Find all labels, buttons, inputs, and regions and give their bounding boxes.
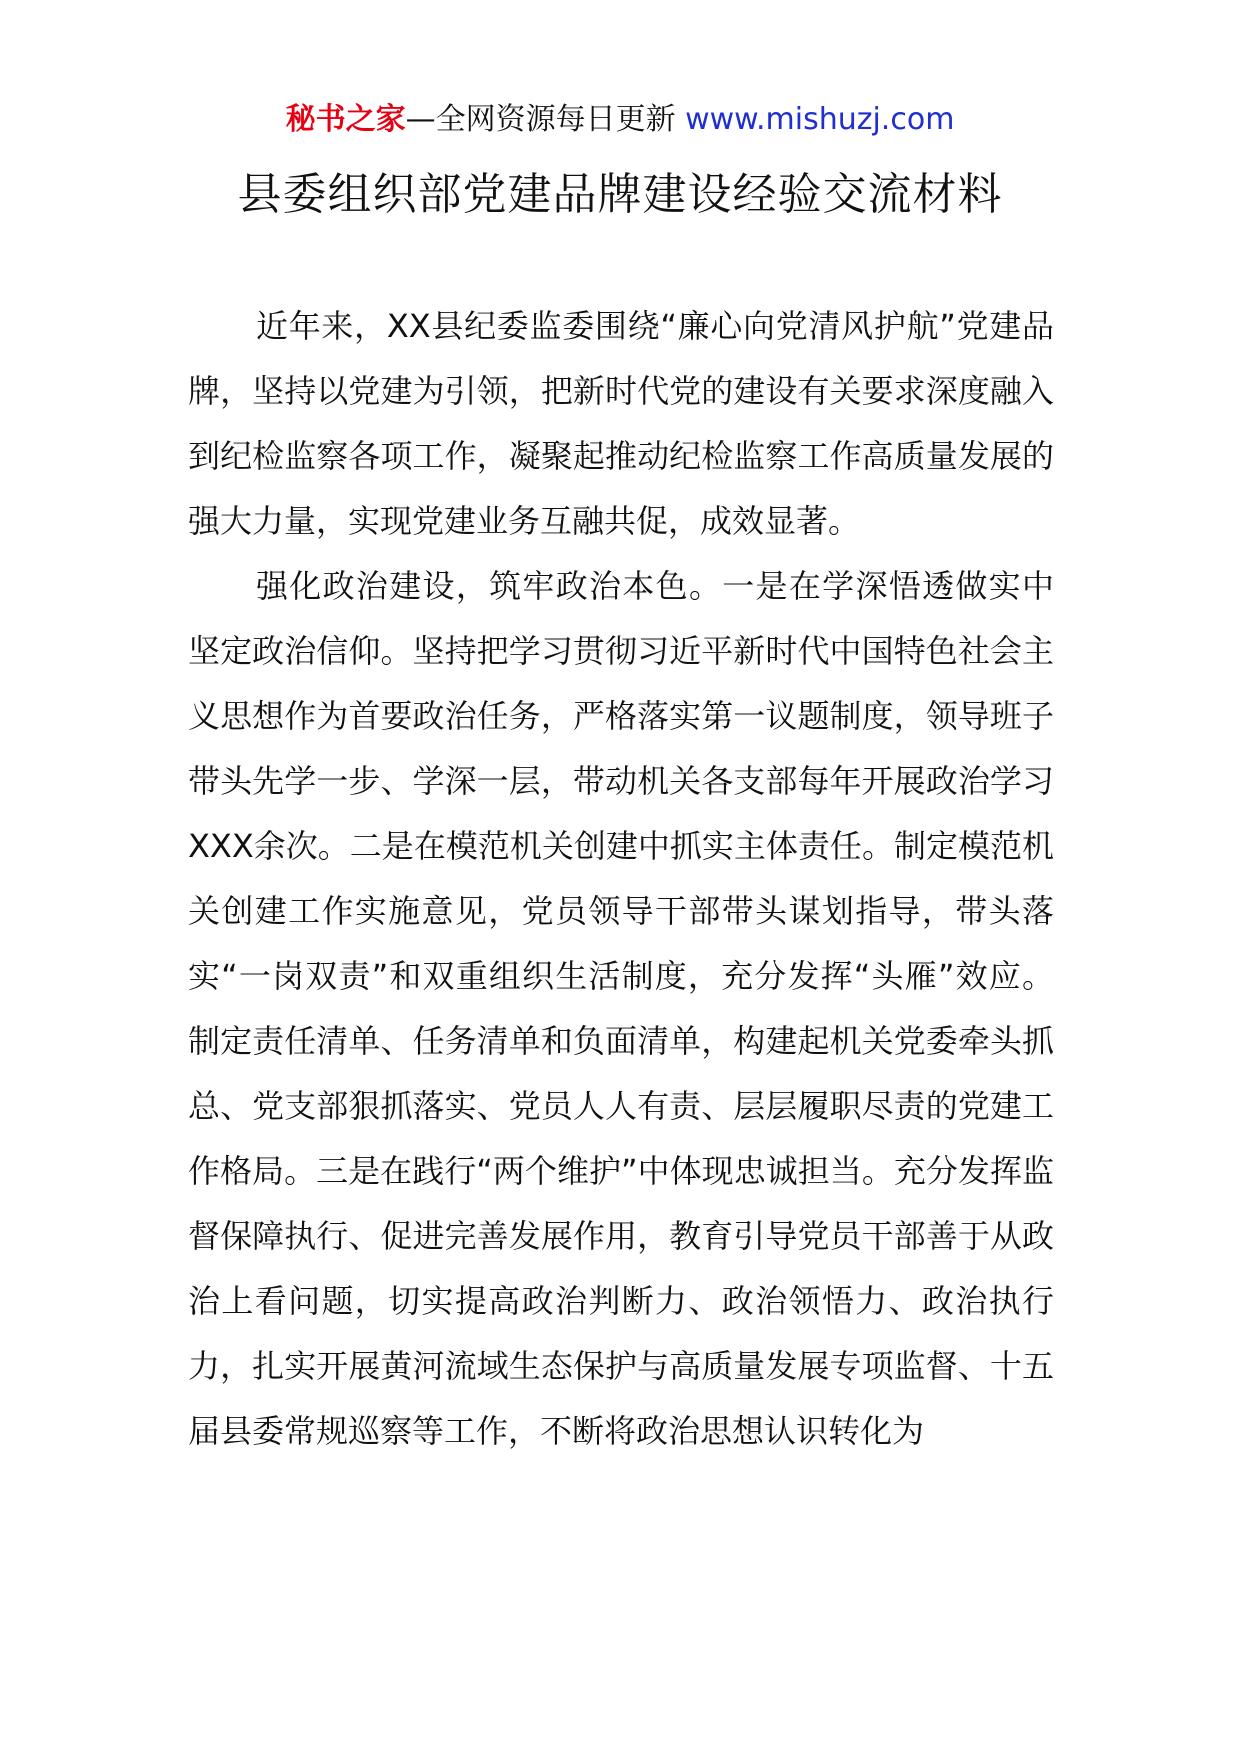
paragraph-political-building: 强化政治建设，筑牢政治本色。一是在学深悟透做实中坚定政治信仰。坚持把学习贯彻习近平新时代中国特色社会主义思想作为首要政治任务，严格落实第一议题制度，领导班子带头先学一步、学深一层，带动机关各支部每年开展政治学习XXX余次。二是在模范机关创建中抓实主体责任。制定模范机关创建工作实施意见，党员领导干部带头谋划指导，带头落实“一岗双责”和双重组织生活制度，充分发挥“头雁”效应。制定责任清单、任务清单和负面清单，构建起机关党委牵头抓总、党支部狠抓落实、党员人人有责、层层履职尽责的党建工作格局。三是在践行“两个维护”中体现忠诚担当。充分发挥监督保障执行、促进完善发展作用，教育引导党员干部善于从政治上看问题，切实提高政治判断力、政治领悟力、政治执行力，扎实开展黄河流域生态保护与高质量发展专项监督、十五届县委常规巡察等工作，不断将政治思想认识转化为 (188, 567, 1054, 1450)
paragraph-intro: 近年来，XX县纪委监委围绕“廉心向党清风护航”党建品牌，坚持以党建为引领，把新时代党的建设有关要求深度融入到纪检监察各项工作，凝聚起推动纪检监察工作高质量发展的强大力量，实现党建业务互融共促，成效显著。 (188, 307, 1054, 540)
document-body (188, 294, 1054, 1464)
brand-name: 秘书之家 (285, 102, 406, 137)
header-tagline: —全网资源每日更新 (405, 102, 676, 137)
site-header (0, 100, 1240, 140)
site-url-link[interactable]: www.mishuzj.com (675, 102, 955, 137)
document-title: 县委组织部党建品牌建设经验交流材料 (237, 169, 1003, 220)
